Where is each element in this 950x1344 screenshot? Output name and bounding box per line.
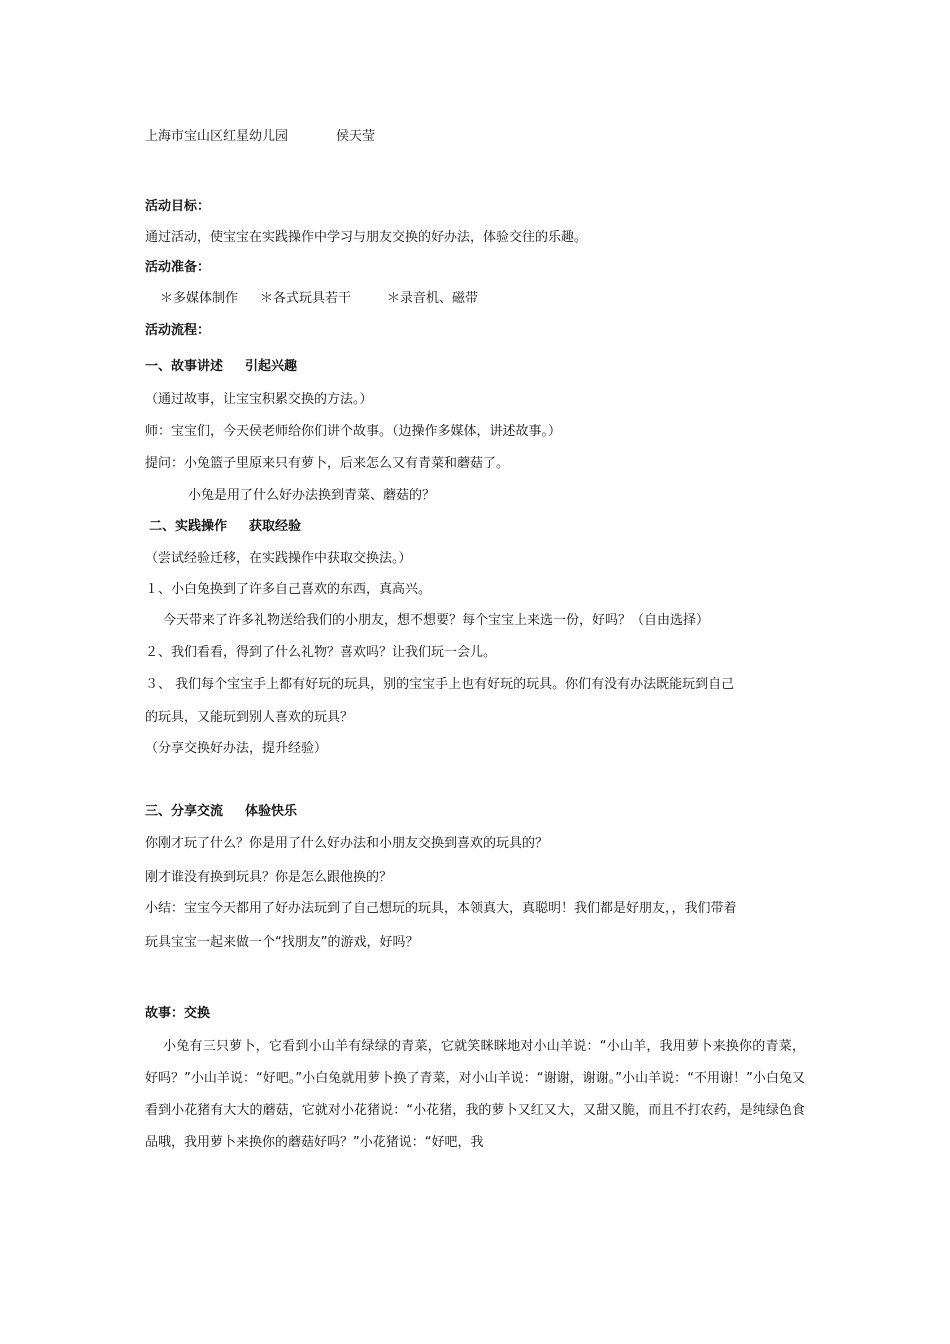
part2-step3b: 的玩具，又能玩到别人喜欢的玩具？ [145,710,354,725]
part2-title-b: 获取经验 [249,519,302,534]
story-heading: 故事：交换 [145,1006,211,1021]
part2-note: （尝试经验迁移，在实践操作中获取交换法。） [145,551,412,566]
story-text: 小兔有三只萝卜，它看到小山羊有绿绿的青菜，它就笑眯眯地对小山羊说：“小山羊，我用萝卜来换你的青菜，好吗？”小山羊说：“好吧。”小白兔就用萝卜换了青菜，对小山羊说：“谢谢，谢谢。”小山羊说：“不用谢！”小白兔又看到小花猪有大大的蘑菇，它就对小花猪说：“小花猪，我的萝卜又红又大，又甜又脆，而且不打农药，是纯绿色食品哦，我用萝卜来换你的蘑菇好吗？”小花猪说：“好吧，我 [145,1039,805,1150]
goal-heading: 活动目标： [145,199,211,214]
header-line [145,128,375,146]
part1-title-a: 一、故事讲述 [145,359,224,374]
part1-title [145,358,297,376]
part2-step2: ２、我们看看，得到了什么礼物？喜欢吗？让我们玩一会儿。 [145,645,497,660]
part1-title-b: 引起兴趣 [245,359,298,374]
part1-note: （通过故事，让宝宝积累交换的方法。） [145,392,373,407]
prep-item: ＊多媒体制作 [160,291,239,306]
prep-item: ＊录音机、磁带 [387,291,479,306]
part3-title-b: 体验快乐 [245,804,298,819]
prep-heading: 活动准备： [145,260,211,275]
part3-q1: 你刚才玩了什么？你是用了什么好办法和小朋友交换到喜欢的玩具的？ [145,836,549,851]
goal-text: 通过活动，使宝宝在实践操作中学习与朋友交换的好办法，体验交往的乐趣。 [145,230,588,245]
part2-title [149,518,301,536]
prep-items [160,290,478,308]
process-heading: 活动流程： [145,323,211,338]
part2-step1b: 今天带来了许多礼物送给我们的小朋友，想不想要？每个宝宝上来选一份，好吗？（自由选择） [163,613,710,628]
part3-title-a: 三、分享交流 [145,804,224,819]
part3-q2: 刚才谁没有换到玩具？你是怎么跟他换的？ [145,870,393,885]
part2-step1: １、小白兔换到了许多自己喜欢的东西，真高兴。 [145,582,432,597]
author-name: 侯天莹 [336,129,376,144]
school-name: 上海市宝山区红星幼儿园 [145,129,289,144]
part2-note2: （分享交换好办法，提升经验） [145,741,328,756]
part3-summary-a: 小结：宝宝今天都用了好办法玩到了自己想玩的玩具，本领真大，真聪明！我们都是好朋友，，我们带着 [145,901,737,916]
part1-teacher: 师：宝宝们，今天侯老师给你们讲个故事。（边操作多媒体，讲述故事。） [145,424,562,439]
part3-title [145,803,297,821]
part3-summary-b: 玩具宝宝一起来做一个“找朋友”的游戏，好吗？ [145,935,419,950]
part2-title-a: 二、实践操作 [149,519,228,534]
part1-question1: 提问：小兔篮子里原来只有萝卜，后来怎么又有青菜和蘑菇了。 [145,456,510,471]
part1-question2: 小兔是用了什么好办法换到青菜、蘑菇的？ [188,488,436,503]
prep-item: ＊各式玩具若干 [260,291,352,306]
part2-step3a: ３、 我们每个宝宝手上都有好玩的玩具，别的宝宝手上也有好玩的玩具。你们有没有办法既能玩到自己 [145,677,735,692]
